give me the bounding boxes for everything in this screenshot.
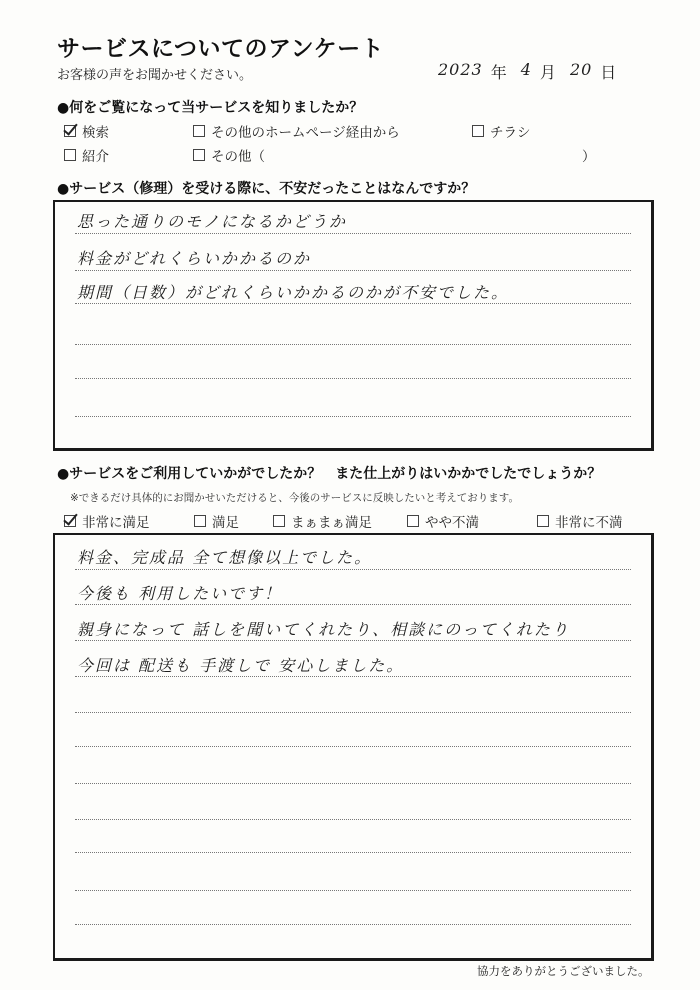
- q2-heading: ●サービス（修理）を受ける際に、不安だったことはなんですか？: [57, 181, 476, 197]
- checkbox-icon[interactable]: [537, 515, 549, 527]
- ruled-line: [75, 640, 631, 641]
- date-day-unit: 日: [600, 63, 617, 82]
- ruled-line: [75, 233, 631, 234]
- q3-answer-line-2: 今後も 利用したいです！: [77, 584, 283, 603]
- q1-option-flyer[interactable]: [472, 121, 531, 141]
- checkbox-icon[interactable]: [273, 515, 285, 527]
- date-month-unit: 月: [539, 63, 556, 82]
- option-label: チラシ: [490, 125, 531, 141]
- ruled-line: [75, 416, 631, 417]
- ruled-line: [75, 712, 631, 713]
- checkbox-icon[interactable]: [64, 149, 76, 161]
- ruled-line: [75, 604, 631, 605]
- checkbox-icon[interactable]: [193, 125, 205, 137]
- ruled-line: [75, 852, 631, 853]
- ruled-line: [75, 924, 631, 925]
- date-day: 20: [569, 60, 593, 79]
- q1-option-referral[interactable]: [64, 145, 109, 165]
- option-label: 非常に不満: [555, 515, 623, 531]
- rating-satisfied[interactable]: [194, 511, 239, 531]
- ruled-line: [75, 783, 631, 784]
- date-year-unit: 年: [490, 63, 507, 82]
- survey-title: サービスについてのアンケート: [57, 36, 385, 62]
- checkbox-icon[interactable]: [194, 515, 206, 527]
- option-label: 非常に満足: [82, 515, 150, 531]
- q2-answer-line-1: 思った通りのモノになるかどうか: [77, 212, 347, 231]
- q2-answer-line-3: 期間（日数）がどれくらいかかるのかが不安でした。: [77, 283, 510, 302]
- checkbox-icon[interactable]: [407, 515, 419, 527]
- ruled-line: [75, 819, 631, 820]
- rating-very-satisfied[interactable]: [64, 511, 150, 531]
- survey-subtitle: お客様の声をお聞かせください。: [57, 68, 253, 83]
- q3-note: ※できるだけ具体的にお聞かせいただけると、今後のサービスに反映したいと考えております。: [70, 492, 519, 504]
- q1-option-other-homepage[interactable]: [193, 121, 400, 141]
- option-label: その他（: [211, 149, 265, 165]
- q3-answer-line-3: 親身になって 話しを聞いてくれたり、相談にのってくれたり: [77, 620, 570, 639]
- q3-heading: ●サービスをご利用していかがでしたか？ また仕上がりはいかかでしたでしょうか？: [57, 466, 602, 482]
- checkbox-checked-icon[interactable]: [64, 125, 76, 137]
- ruled-line: [75, 378, 631, 379]
- q1-option-other[interactable]: [193, 145, 265, 165]
- q2-answer-box[interactable]: [53, 200, 654, 451]
- option-label: やや不満: [425, 515, 479, 531]
- ruled-line: [75, 890, 631, 891]
- rating-somewhat-satisfied[interactable]: [273, 511, 372, 531]
- checkbox-icon[interactable]: [472, 125, 484, 137]
- q2-answer-line-2: 料金がどれくらいかかるのか: [77, 249, 312, 268]
- survey-date: [438, 60, 616, 83]
- option-label: 検索: [82, 125, 109, 141]
- q3-answer-box[interactable]: [53, 533, 654, 961]
- date-year: 2023: [438, 60, 483, 79]
- option-label: 満足: [212, 515, 239, 531]
- date-month: 4: [520, 60, 532, 79]
- option-label: まぁまぁ満足: [291, 515, 372, 531]
- rating-very-dissatisfied[interactable]: [537, 511, 623, 531]
- ruled-line: [75, 303, 631, 304]
- q1-heading: ●何をご覧になって当サービスを知りましたか？: [57, 100, 364, 116]
- checkbox-icon[interactable]: [193, 149, 205, 161]
- ruled-line: [75, 270, 631, 271]
- checkbox-checked-icon[interactable]: [64, 515, 76, 527]
- ruled-line: [75, 676, 631, 677]
- ruled-line: [75, 569, 631, 570]
- option-label: 紹介: [82, 149, 109, 165]
- q1-other-close-paren: ）: [582, 149, 596, 165]
- q3-answer-line-4: 今回は 配送も 手渡しで 安心しました。: [77, 656, 405, 675]
- rating-somewhat-dissatisfied[interactable]: [407, 511, 479, 531]
- ruled-line: [75, 746, 631, 747]
- ruled-line: [75, 344, 631, 345]
- q1-option-search[interactable]: [64, 121, 109, 141]
- thank-you-note: 協力をありがとうございました。: [477, 964, 650, 978]
- option-label: その他のホームページ経由から: [211, 125, 400, 141]
- q3-answer-line-1: 料金、完成品 全て想像以上でした。: [77, 548, 373, 567]
